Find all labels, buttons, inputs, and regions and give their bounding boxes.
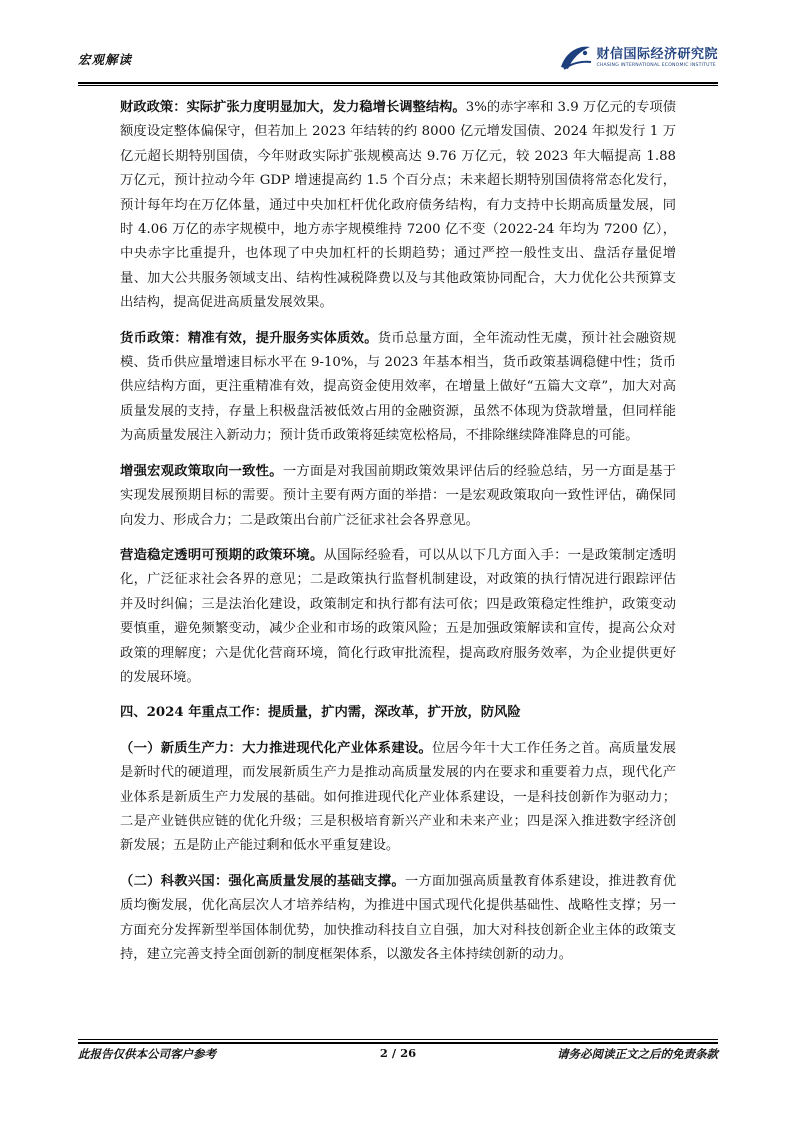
paragraph-science-education: [120, 870, 676, 968]
paragraph-new-productivity: [120, 737, 676, 859]
footer-disclaimer: 此报告仅供本公司客户参考: [78, 1047, 216, 1061]
paragraph-lead: 增强宏观政策取向一致性。: [120, 463, 283, 479]
logo-mark-icon: [558, 43, 592, 73]
paragraph-policy-consistency: [120, 460, 676, 533]
section-heading: 四、2024 年重点工作：提质量，扩内需，深改革，扩开放，防风险: [120, 705, 521, 721]
paragraph-fiscal-policy: [120, 96, 676, 316]
page-number: 2 / 26: [379, 1046, 417, 1060]
logo-chinese-name: 财信国际经济研究院: [596, 46, 718, 62]
footer-rule-thin: [78, 1039, 718, 1040]
paragraph-lead: （二）科教兴国：强化高质量发展的基础支撑。: [120, 873, 405, 889]
paragraph-text: 一方面加强高质量教育体系建设，推进教育优质均衡发展，优化高层次人才培养结构，为推进中国式现代化提供基础性、战略性支撑；另一方面充分发挥新型举国体制优势，加快推动科技自立自强，加大对科技创新企业主体的政策支持，建立完善支持全面创新的制度框架体系，以激发各主体持续创新的动力。: [120, 873, 677, 962]
paragraph-text: 3%的赤字率和 3.9 万亿元的专项债额度设定整体偏保守，但若加上 2023 年结转的约 8000 亿元增发国债、2024 年拟发行 1 万亿元超长期特别国债，今年财政实际扩张规模高达 9.76 万亿元，较 2023 年大幅提高 1.88 万亿元，预计拉动今年 GDP 增速提高约 1.5 个百分点；未来超长期特别国债将常态化发行，预计每年均在万亿体量，通过中央加杠杆优化政府债务结构，有力支持中长期高质量发展，同时 4.06 万亿的赤字规模中，地方赤字规模维持 7200 亿不变（2022-24 年均为 7200 亿），中央赤字比重提升，也体现了中央加杠杆的长期趋势；通过严控一般性支出、盘活存量促增量、加大公共服务领域支出、结构性减税降费以及与其他政策协同配合，大力优化公共预算支出结构，提高促进高质量发展效果。: [120, 100, 676, 311]
main-content: [120, 96, 676, 978]
page-header: [78, 40, 718, 80]
paragraph-lead: 财政政策：实际扩张力度明显加大，发力稳增长调整结构。: [120, 100, 466, 115]
paragraph-policy-environment: [120, 544, 676, 690]
page-footer: [78, 1046, 718, 1066]
logo-english-name: CHASING INTERNATIONAL ECONOMIC INSTITUTE: [596, 62, 716, 68]
paragraph-lead: 营造稳定透明可预期的政策环境。: [120, 547, 324, 563]
paragraph-lead: 货币政策：精准有效，提升服务实体质效。: [120, 330, 378, 346]
paragraph-text: 一方面是对我国前期政策效果评估后的经验总结，另一方面是基于实现发展预期目标的需要。预计主要有两方面的举措：一是宏观政策取向一致性评估，确保同向发力、形成合力；二是政策出台前广泛征求社会各界意见。: [120, 463, 677, 528]
header-rule-thin: [78, 85, 718, 86]
logo: [558, 42, 718, 74]
header-rule: [78, 82, 718, 84]
footer-notice: 请务必阅读正文之后的免责条款: [557, 1047, 718, 1061]
paragraph-monetary-policy: [120, 327, 676, 449]
paragraph-text: 货币总量方面，全年流动性无虞，预计社会融资规模、货币供应量增速目标水平在 9-10%，与 2023 年基本相当，货币政策基调稳健中性；货币供应结构方面，更注重精准有效，提高资金使用效率，在增量上做好“五篇大文章”，加大对高质量发展的支持，存量上积极盘活被低效占用的金融资源，虽然不体现为贷款增量，但同样能为高质量发展注入新动力；预计货币政策将延续宽松格局，不排除继续降准降息的可能。: [120, 330, 677, 444]
paragraph-lead: （一）新质生产力：大力推进现代化产业体系建设。: [120, 740, 433, 756]
header-title: 宏观解读: [78, 52, 133, 67]
footer-rule: [78, 1042, 718, 1044]
paragraph-text: 从国际经验看，可以从以下几方面入手：一是政策制定透明化，广泛征求社会各界的意见；二是政策执行监督机制建设，对政策的执行情况进行跟踪评估并及时纠偏；三是法治化建设，政策制定和执行都有法可依；四是政策稳定性维护，政策变动要慎重，避免频繁变动，减少企业和市场的政策风险；五是加强政策解读和宣传，提高公众对政策的理解度；六是优化营商环境，简化行政审批流程，提高政府服务效率，为企业提供更好的发展环境。: [120, 547, 677, 685]
paragraph-text: 位居今年十大工作任务之首。高质量发展是新时代的硬道理，而发展新质生产力是推动高质量发展的内在要求和重要着力点，现代化产业体系是新质生产力发展的基础。如何推进现代化产业体系建设，一是科技创新作为驱动力；二是产业链供应链的优化升级；三是积极培育新兴产业和未来产业；四是深入推进数字经济创新发展；五是防止产能过剩和低水平重复建设。: [120, 740, 677, 854]
